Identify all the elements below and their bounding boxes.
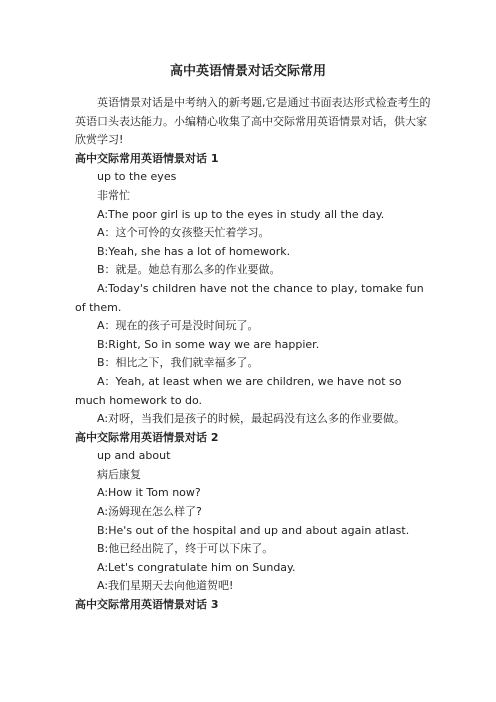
document-body [75, 94, 435, 615]
dialogue-line: A:Let's congratulate him on Sunday. [97, 560, 296, 574]
dialogue-line: A:How it Tom now? [97, 486, 201, 500]
dialogue-line: B:He's out of the hospital and up and about again atlast. [97, 523, 410, 537]
dialogue-line: B:他已经出院了，终于可以下床了。 [97, 542, 274, 556]
dialogue-line: B：相比之下，我们就幸福多了。 [97, 356, 259, 370]
page-title: 高中英语情景对话交际常用 [169, 64, 326, 79]
section-heading-1: 高中交际常用英语情景对话 1 [75, 151, 219, 165]
section-heading-3: 高中交际常用英语情景对话 3 [75, 598, 219, 612]
phrase-line: up to the eyes [97, 170, 177, 184]
phrase-meaning: 非常忙 [97, 188, 130, 202]
dialogue-line: A:我们星期天去向他道贺吧! [97, 579, 234, 593]
dialogue-line: B:Right, So in some way we are happier. [97, 337, 320, 351]
phrase-meaning: 病后康复 [97, 467, 141, 481]
dialogue-line: A：现在的孩子可是没时间玩了。 [97, 319, 259, 333]
dialogue-line: A:Today's children have not the chance to play, tomake fun of them. [75, 281, 424, 314]
intro-paragraph: 英语情景对话是中考纳入的新考题,它是通过书面表达形式检查考生的英语口头表达能力。小编精心收集了高中交际常用英语情景对话，供大家欣赏学习! [75, 96, 431, 147]
phrase-line: up and about [97, 449, 171, 463]
section-heading-2: 高中交际常用英语情景对话 2 [75, 430, 219, 444]
dialogue-line: A：Yeah, at least when we are children, we have not so much homework to do. [75, 374, 402, 407]
dialogue-line: A：这个可怜的女孩整天忙着学习。 [97, 226, 270, 240]
dialogue-line: A:对呀，当我们是孩子的时候，最起码没有这么多的作业要做。 [97, 412, 406, 426]
dialogue-line: B：就是。她总有那么多的作业要做。 [97, 263, 281, 277]
dialogue-line: B:Yeah, she has a lot of homework. [97, 244, 291, 258]
dialogue-line: A:The poor girl is up to the eyes in study all the day. [97, 207, 385, 221]
dialogue-line: A:汤姆现在怎么样了? [97, 505, 202, 519]
